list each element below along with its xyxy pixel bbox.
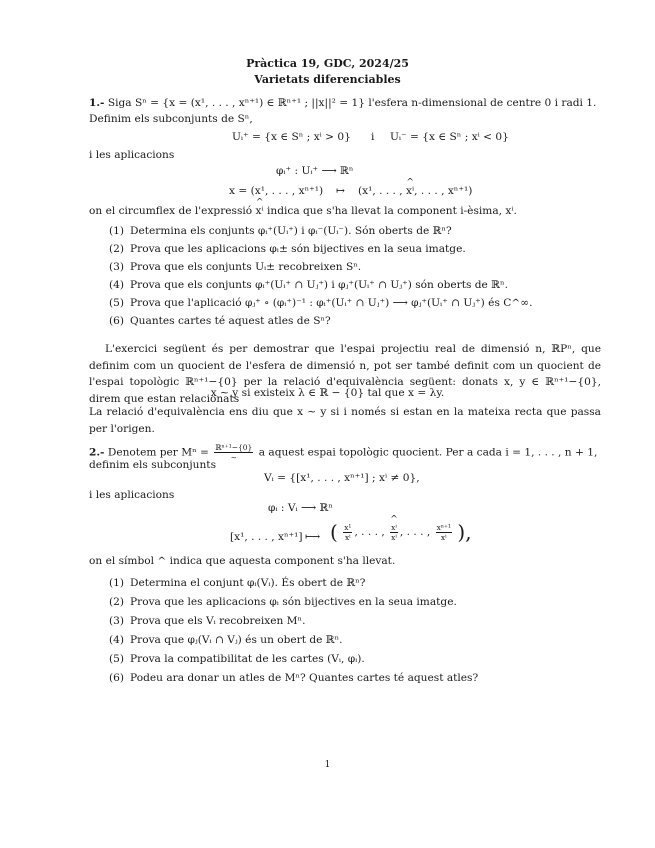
ex2-subset: Vᵢ = {[x¹, . . . , xⁿ⁺¹] ; xⁱ ≠ 0}, (264, 472, 420, 484)
ex1-subset-minus: Uᵢ⁻ = {x ∈ Sⁿ ; xⁱ < 0} (390, 131, 509, 143)
list-item: (2) Prova que les aplicacions φᵢ són bijectives en la seua imatge. (109, 596, 457, 608)
ex2-maps-intro: i les aplicacions (89, 489, 175, 501)
ex1-map-right-a: (x¹, . . . , (358, 185, 407, 197)
ex1-circumflex-hat: ^ xⁱ (256, 205, 264, 217)
list-item: (3) Prova que els conjunts Uᵢ± recobreixen Sⁿ. (109, 261, 362, 273)
ex2-intro-a: Denotem per Mⁿ = (107, 446, 213, 459)
list-item: (4) Prova que φⱼ(Vᵢ ∩ Vⱼ) és un obert de ℝⁿ. (109, 634, 343, 646)
list-item: (4) Prova que els conjunts φᵢ⁺(Uᵢ⁺ ∩ Uⱼ⁺) i φⱼ⁺(Uᵢ⁺ ∩ Uⱼ⁺) són oberts de ℝⁿ. (109, 279, 508, 291)
list-item: (5) Prova la compatibilitat de les cartes (Vᵢ, φᵢ). (109, 653, 365, 665)
ex1-subset-and: i (371, 131, 375, 143)
ex2-map-left: [x¹, . . . , xⁿ⁺¹] (230, 531, 303, 543)
ex1-label: 1.- (89, 97, 105, 109)
ex2-label: 2.- (89, 446, 105, 459)
close-paren: ), (457, 520, 472, 544)
ex2-map-line1: φᵢ : Vᵢ ⟶ ℝⁿ (268, 502, 333, 514)
list-item: (6) Quantes cartes té aquest atles de Sⁿ? (109, 315, 331, 327)
document-subtitle: Varietats diferenciables (254, 73, 401, 86)
ex1-intro (89, 97, 596, 109)
ex1-intro2: Definim els subconjunts de Sⁿ, (89, 113, 253, 125)
ex2-intro-b: a aquest espai topològic quocient. Per a cada i = 1, . . . , n + 1, (255, 446, 598, 459)
ex1-map-arrow: ↦ (336, 185, 345, 197)
relation-explanation: La relació d'equivalència ens diu que x ∼ y si i només si estan en la mateixa recta que passa per l'origen. (89, 406, 601, 435)
list-item: (1) Determina els conjunts φᵢ⁺(Uᵢ⁺) i φᵢ⁻(Uᵢ⁻). Són oberts de ℝⁿ? (109, 225, 452, 237)
dots-2: , . . . , (399, 526, 431, 538)
fraction-2-hat: ^ $\frac{\text{xⁱ}}{\text{xⁱ}}$ (390, 523, 398, 542)
ex2-symbol-note: on el símbol ^ indica que aquesta component s'ha llevat. (89, 555, 396, 567)
ex2-map-right (330, 520, 472, 544)
ex1-map-left: x = (x¹, . . . , xⁿ⁺¹) (229, 185, 324, 197)
ex1-map-right-b: , . . . , xⁿ⁺¹) (414, 185, 473, 197)
ex1-circumflex-b: indica que s'ha llevat la component i-èsima, xⁱ. (263, 205, 517, 217)
list-item: (1) Determina el conjunt φᵢ(Vᵢ). És obert de ℝⁿ? (109, 577, 366, 589)
ex1-intro-b: l'esfera n-dimensional de centre 0 i radi 1. (365, 97, 597, 109)
ex1-circumflex-note (89, 205, 517, 217)
ex2-intro2: definim els subconjunts (89, 459, 217, 471)
dots-1: , . . . , (354, 526, 385, 538)
ex1-subset-plus: Uᵢ⁺ = {x ∈ Sⁿ ; xⁱ > 0} (232, 131, 351, 143)
ex1-intro-a: Siga S (107, 97, 143, 109)
projective-space-paragraph: L'exercici següent és per demostrar que l'espai projectiu real de dimensió n, ℝPⁿ, que definim com un quocient de l'esfera de dimensió n, pot ser també definit com un quocient de l'espai topològic ℝⁿ⁺¹−{0} per la relació d'equivalència següent: donats x, y ∈ ℝⁿ⁺¹−{0}, direm que estan relacionats (89, 343, 601, 405)
list-item: (6) Podeu ara donar un atles de Mⁿ? Quantes cartes té aquest atles? (109, 672, 479, 684)
equivalence-relation: x ∼ y si existeix λ ∈ ℝ − {0} tal que x = λy. (210, 387, 445, 399)
list-item: (5) Prova que l'aplicació φⱼ⁺ ∘ (φᵢ⁺)⁻¹ : φᵢ⁺(Uᵢ⁺ ∩ Uⱼ⁺) ⟶ φⱼ⁺(Uᵢ⁺ ∩ Uⱼ⁺) és C^∞. (109, 297, 533, 309)
ex2-map-arrow: ⟼ (305, 531, 321, 543)
ex1-maps-intro: i les aplicacions (89, 149, 175, 161)
ex1-circumflex-a: on el circumflex de l'expressió (89, 205, 256, 217)
list-item: (3) Prova que els Vᵢ recobreixen Mⁿ. (109, 615, 306, 627)
ex1-map-right (358, 185, 472, 197)
quotient-fraction: $\frac{\text{ℝⁿ⁺¹−\{0\}}}{\sim}$ (215, 443, 253, 462)
ex1-map-right-hat: ^ xⁱ (406, 185, 414, 197)
fraction-1: $\frac{\text{x¹}}{\text{xⁱ}}$ (344, 522, 352, 542)
fraction-3: $\frac{\text{xⁿ⁺¹}}{\text{xⁱ}}$ (436, 522, 452, 542)
open-paren: ( (330, 520, 338, 544)
document-title: Pràctica 19, GDC, 2024/25 (246, 57, 409, 70)
ex1-intro-set: ⁿ = {x = (x¹, . . . , xⁿ⁺¹) ∈ ℝⁿ⁺¹ ; ||x||² = 1} (142, 97, 365, 109)
ex1-map-line1: φᵢ⁺ : Uᵢ⁺ ⟶ ℝⁿ (276, 165, 354, 177)
page-number: 1 (324, 760, 331, 770)
list-item: (2) Prova que les aplicacions φᵢ± són bijectives en la seua imatge. (109, 243, 466, 255)
